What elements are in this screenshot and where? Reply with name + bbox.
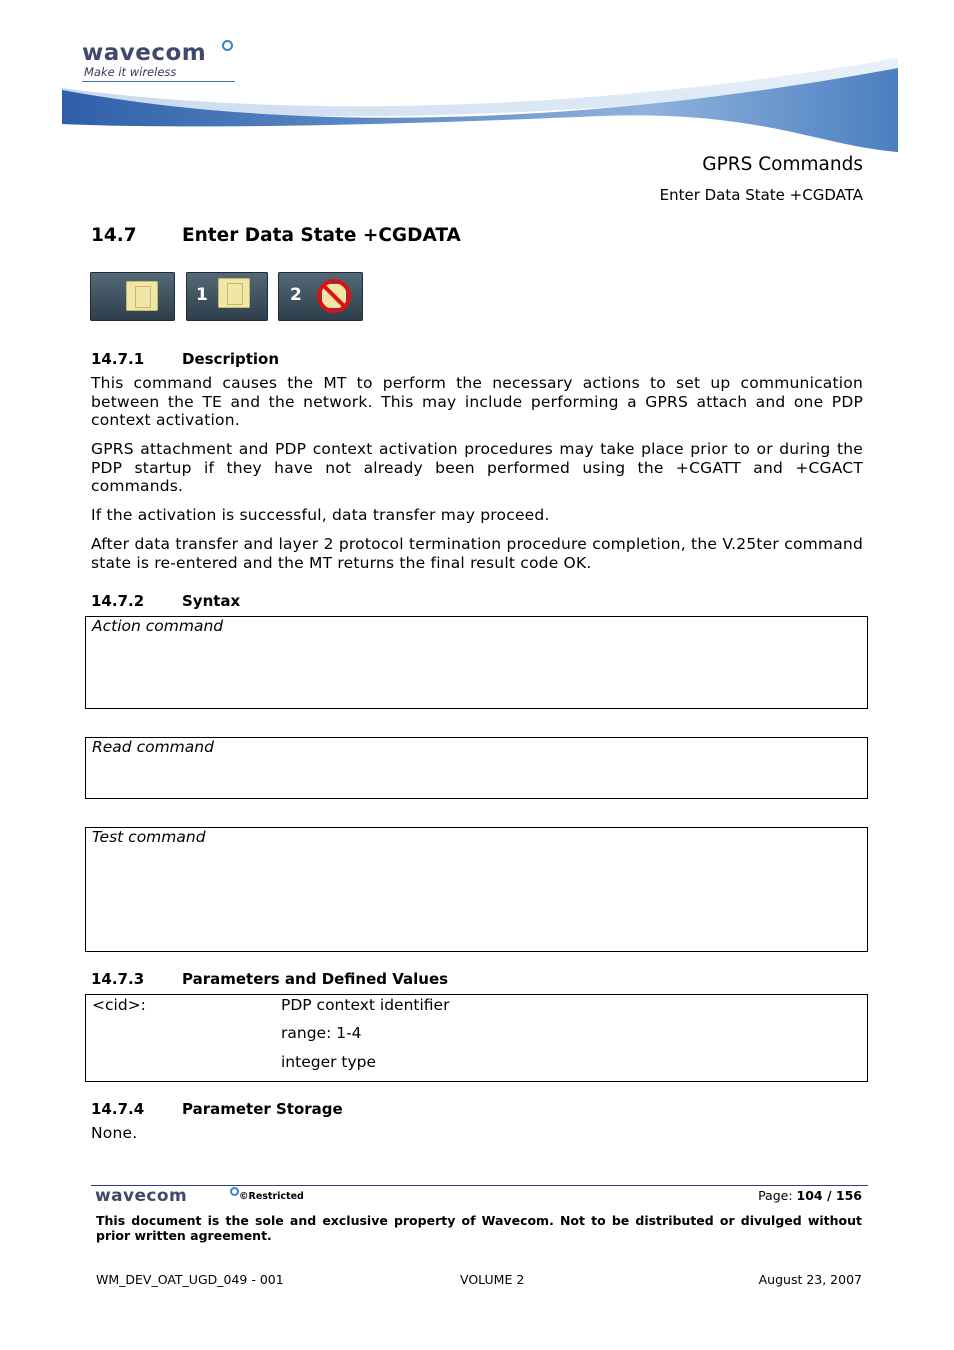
page-current: 104 <box>796 1188 823 1203</box>
sim-card-1-icon <box>186 272 268 321</box>
description-number: 14.7.1 <box>91 350 145 368</box>
syntax-title: Syntax <box>182 592 241 610</box>
param-cid-name: <cid>: <box>92 996 146 1014</box>
footer-doc-id: WM_DEV_OAT_UGD_049 - 001 <box>96 1272 284 1287</box>
sim-card-icon <box>90 272 175 321</box>
action-command-box <box>85 616 868 709</box>
logo-tagline: Make it wireless <box>84 65 177 79</box>
sim-2-label: 2 <box>290 285 302 305</box>
chapter-title: GPRS Commands <box>702 154 863 175</box>
wavecom-logo: wavecom <box>82 40 207 66</box>
test-command-label: Test command <box>92 828 206 846</box>
section-reference: Enter Data State +CGDATA <box>659 186 863 204</box>
parameters-heading <box>91 970 448 988</box>
read-command-label: Read command <box>92 738 214 756</box>
test-command-box <box>85 827 868 952</box>
description-paragraph-4: After data transfer and layer 2 protocol termination procedure completion, the V.25ter command state is re-entered and the MT returns the final result code OK. <box>91 535 863 572</box>
parameters-table <box>85 994 868 1082</box>
syntax-heading <box>91 592 240 610</box>
syntax-number: 14.7.2 <box>91 592 145 610</box>
parameters-title: Parameters and Defined Values <box>182 970 449 988</box>
description-paragraph-1: This command causes the MT to perform the necessary actions to set up communication between the TE and the network. This may include performing a GPRS attach and one PDP context activation. <box>91 374 863 429</box>
footer-logo-mark-icon <box>230 1187 239 1196</box>
page-separator: / <box>822 1188 836 1203</box>
footer-volume: VOLUME 2 <box>460 1272 525 1287</box>
page-total: 156 <box>835 1188 862 1203</box>
footer-restricted: ©Restricted <box>239 1191 304 1202</box>
description-paragraph-2: GPRS attachment and PDP context activation procedures may take place prior to or during the PDP startup if they have not already been performed using the +CGATT and +CGACT commands. <box>91 440 863 495</box>
storage-title: Parameter Storage <box>182 1100 343 1118</box>
page-label: Page: <box>758 1188 793 1203</box>
param-cid-description: PDP context identifier <box>281 996 450 1014</box>
section-title: Enter Data State +CGDATA <box>182 225 461 246</box>
description-title: Description <box>182 350 280 368</box>
action-command-label: Action command <box>92 617 224 635</box>
not-supported-icon <box>316 278 352 314</box>
sim-card-2-not-supported-icon <box>278 272 363 321</box>
read-command-box <box>85 737 868 799</box>
header-swoosh-graphic <box>0 50 954 160</box>
storage-number: 14.7.4 <box>91 1100 145 1118</box>
description-paragraph-3: If the activation is successful, data transfer may proceed. <box>91 506 550 524</box>
footer-wavecom-logo: wavecom <box>95 1186 188 1206</box>
sim-1-label: 1 <box>196 285 208 305</box>
param-cid-range: range: 1-4 <box>281 1024 362 1042</box>
storage-heading <box>91 1100 343 1118</box>
footer-rule <box>91 1185 868 1186</box>
footer-notice: This document is the sole and exclusive property of Wavecom. Not to be distributed or divulged without prior written agreement. <box>96 1213 862 1243</box>
footer-date: August 23, 2007 <box>758 1272 862 1287</box>
description-heading <box>91 350 279 368</box>
section-number: 14.7 <box>91 225 137 246</box>
page-indicator <box>758 1188 862 1203</box>
storage-text: None. <box>91 1124 138 1142</box>
section-heading <box>91 225 461 246</box>
param-cid-type: integer type <box>281 1053 377 1071</box>
parameters-number: 14.7.3 <box>91 970 145 988</box>
